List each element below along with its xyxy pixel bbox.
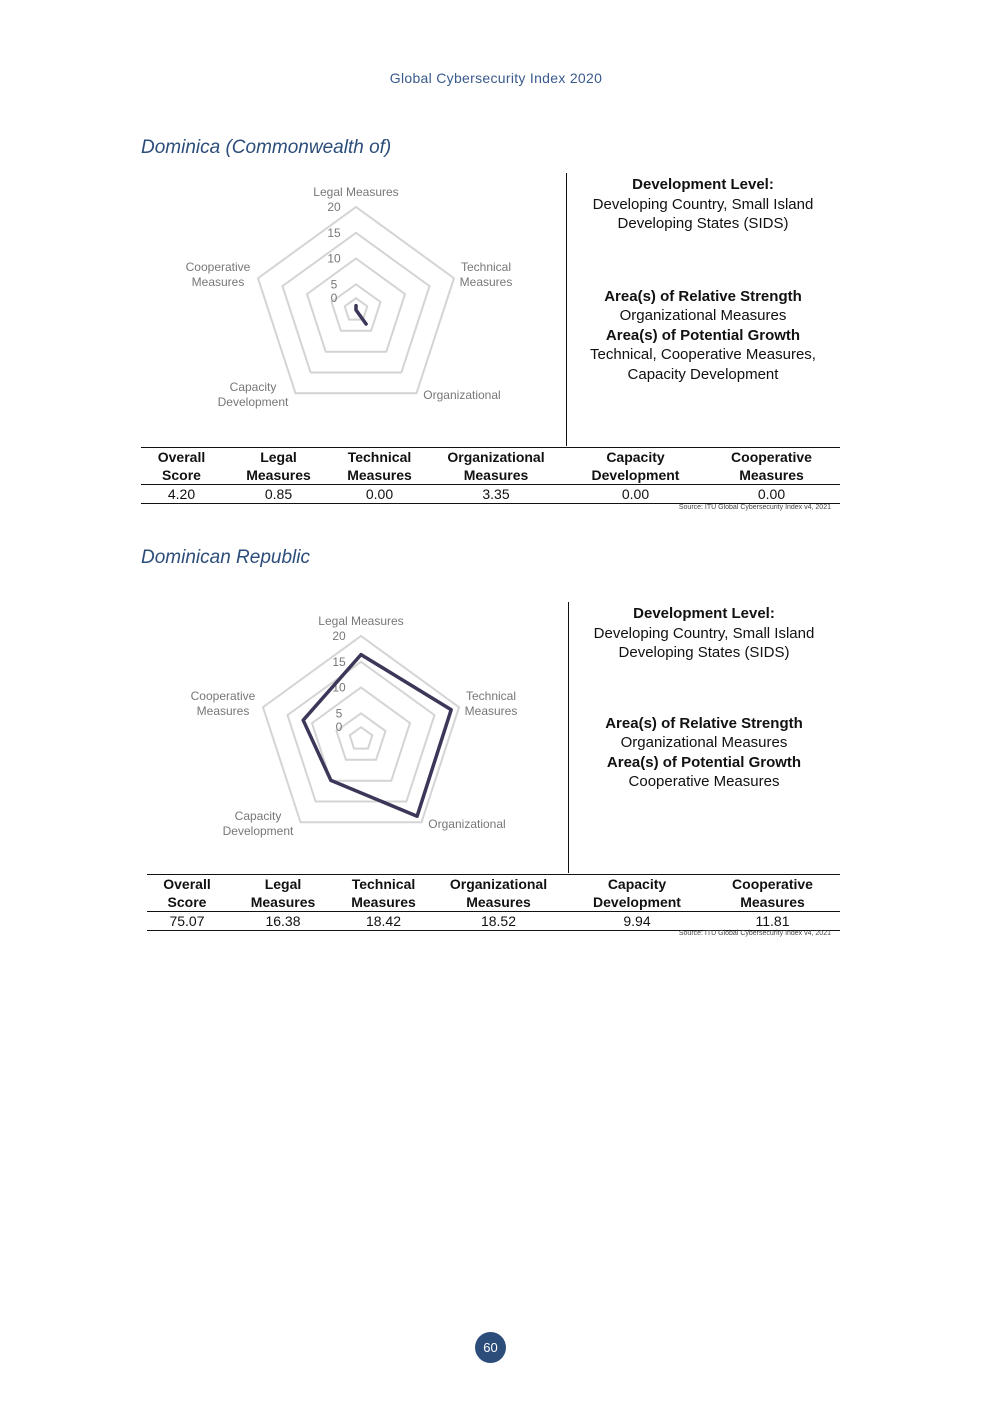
value-overall-score: 75.07 bbox=[147, 912, 227, 931]
radar-tick-label: 20 bbox=[327, 200, 341, 214]
score-table bbox=[141, 447, 840, 504]
potential-growth-value: Capacity Development bbox=[627, 365, 779, 383]
radar-series-line bbox=[303, 655, 451, 817]
header-capacity-development: Capacity Development bbox=[568, 448, 703, 485]
radar-axis-label: Development bbox=[217, 395, 289, 409]
value-organizational-measures: 18.52 bbox=[428, 912, 569, 931]
radar-axis-label: Legal Measures bbox=[318, 614, 404, 628]
header-technical-measures: Technical Measures bbox=[339, 875, 428, 912]
development-level-label: Development Level: bbox=[632, 176, 774, 193]
value-capacity-development: 9.94 bbox=[569, 912, 705, 931]
header-legal-measures: Legal Measures bbox=[222, 448, 335, 485]
header-legal-measures: Legal Measures bbox=[227, 875, 339, 912]
page-number: 60 bbox=[475, 1332, 506, 1363]
country-title: Dominica (Commonwealth of) bbox=[141, 137, 392, 158]
potential-growth-value: Technical, Cooperative Measures, bbox=[590, 346, 816, 363]
info-panel bbox=[567, 175, 839, 384]
radar-axis-label: Measures bbox=[196, 704, 250, 718]
radar-grid-ring bbox=[337, 713, 386, 760]
radar-chart bbox=[146, 604, 566, 869]
radar-tick-label: 15 bbox=[332, 654, 346, 669]
radar-tick-label: 5 bbox=[335, 706, 343, 721]
header-technical-measures: Technical Measures bbox=[335, 448, 424, 485]
header-organizational-measures: Organizational Measures bbox=[424, 448, 568, 485]
source-note: Source: ITU Global Cybersecurity Index v4, 2021 bbox=[678, 930, 831, 937]
radar-tick-label: 0 bbox=[330, 291, 338, 306]
table-header-row bbox=[147, 875, 840, 912]
table-row bbox=[141, 485, 840, 504]
radar-axis-label: Technical bbox=[465, 689, 517, 703]
table-header-row bbox=[141, 448, 840, 485]
potential-growth-label: Area(s) of Potential Growth bbox=[606, 753, 802, 771]
value-capacity-development: 0.00 bbox=[568, 485, 703, 504]
score-table bbox=[147, 874, 840, 931]
radar-axis-label: Cooperative bbox=[185, 260, 251, 274]
radar-axis-label: Measures bbox=[464, 704, 518, 718]
potential-growth-value: Cooperative Measures bbox=[628, 773, 780, 790]
radar-axis-label: Organizational bbox=[423, 388, 501, 402]
radar-tick-label: 10 bbox=[327, 251, 341, 266]
relative-strength-value: Organizational Measures bbox=[620, 734, 788, 751]
running-header: Global Cybersecurity Index 2020 bbox=[389, 70, 603, 86]
radar-grid-ring bbox=[350, 727, 373, 748]
development-level-line: Developing States (SIDS) bbox=[617, 215, 789, 232]
radar-grid-ring bbox=[312, 688, 410, 781]
development-level-line: Developing States (SIDS) bbox=[618, 644, 790, 661]
radar-axis-label: Technical bbox=[460, 260, 512, 274]
header-capacity-development: Capacity Development bbox=[569, 875, 705, 912]
radar-axis-label: Measures bbox=[191, 275, 245, 289]
value-cooperative-measures: 0.00 bbox=[703, 485, 840, 504]
value-overall-score: 4.20 bbox=[141, 485, 222, 504]
source-note: Source: ITU Global Cybersecurity Index v4, 2021 bbox=[678, 504, 831, 511]
radar-tick-label: 20 bbox=[332, 629, 346, 643]
value-legal-measures: 16.38 bbox=[227, 912, 339, 931]
header-cooperative-measures: Cooperative Measures bbox=[703, 448, 840, 485]
radar-tick-label: 5 bbox=[330, 277, 338, 292]
table-row bbox=[147, 912, 840, 931]
value-organizational-measures: 3.35 bbox=[424, 485, 568, 504]
country-title: Dominican Republic bbox=[141, 547, 310, 568]
radar-axis-label: Capacity bbox=[229, 380, 277, 394]
value-cooperative-measures: 11.81 bbox=[705, 912, 840, 931]
info-panel bbox=[569, 604, 839, 792]
header-overall-score: Overall Score bbox=[147, 875, 227, 912]
value-technical-measures: 0.00 bbox=[335, 485, 424, 504]
radar-axis-label: Measures bbox=[459, 275, 513, 289]
value-legal-measures: 0.85 bbox=[222, 485, 335, 504]
header-organizational-measures: Organizational Measures bbox=[428, 875, 569, 912]
relative-strength-label: Area(s) of Relative Strength bbox=[605, 714, 803, 732]
radar-axis-label: Cooperative bbox=[190, 689, 256, 703]
radar-tick-label: 10 bbox=[332, 680, 346, 695]
radar-axis-label: Capacity bbox=[234, 809, 282, 823]
radar-tick-label: 0 bbox=[335, 720, 343, 735]
development-level-label: Development Level: bbox=[633, 605, 775, 622]
potential-growth-label: Area(s) of Potential Growth bbox=[605, 326, 801, 344]
radar-axis-label: Organizational bbox=[428, 817, 506, 831]
value-technical-measures: 18.42 bbox=[339, 912, 428, 931]
header-cooperative-measures: Cooperative Measures bbox=[705, 875, 840, 912]
relative-strength-label: Area(s) of Relative Strength bbox=[604, 287, 802, 305]
relative-strength-value: Organizational Measures bbox=[619, 307, 787, 324]
development-level-line: Developing Country, Small Island bbox=[592, 195, 814, 213]
radar-chart bbox=[141, 175, 561, 440]
radar-tick-label: 15 bbox=[327, 225, 341, 240]
radar-axis-label: Legal Measures bbox=[313, 185, 399, 199]
radar-axis-label: Development bbox=[222, 824, 294, 838]
header-overall-score: Overall Score bbox=[141, 448, 222, 485]
development-level-line: Developing Country, Small Island bbox=[593, 624, 815, 642]
